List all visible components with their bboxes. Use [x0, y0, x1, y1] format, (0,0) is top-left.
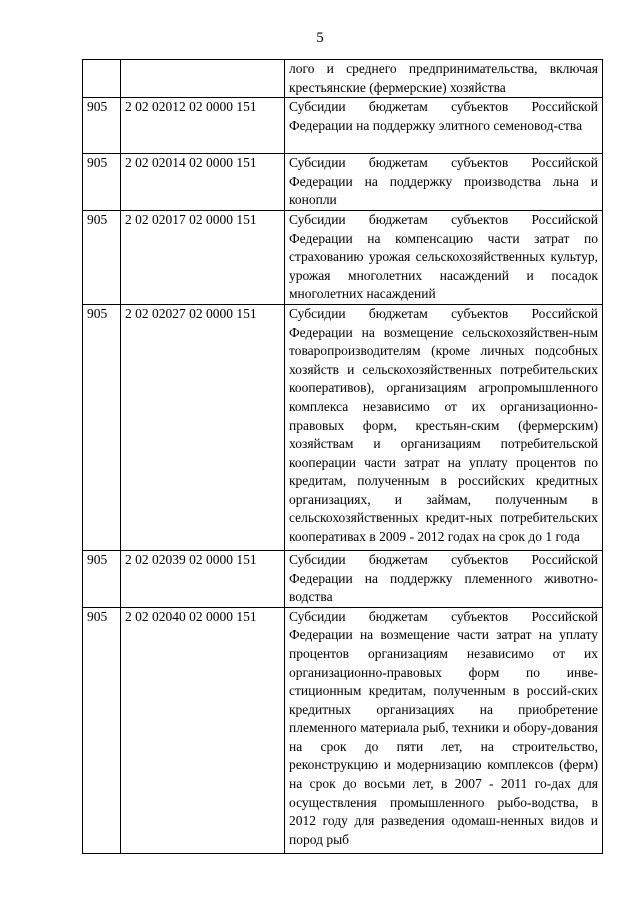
admin-code-cell: 905 — [83, 154, 121, 211]
table-row-continuation — [83, 60, 603, 98]
description-cell: Субсидии бюджетам субъектов Российской Федерации на компенсацию части затрат по страхованию урожая сельскохозяйственных культур, урожая многолетних насаждений и посадок многолетних насаждений — [285, 210, 603, 304]
admin-code-cell: 905 — [83, 304, 121, 550]
table-row — [83, 304, 603, 550]
kbk-code-cell: 2 02 02017 02 0000 151 — [121, 210, 285, 304]
description-cell: Субсидии бюджетам субъектов Российской Федерации на возмещение части затрат на уплату процентов организациям независимо от их организационно-правовых форм по инве-стиционным кредитам, полученным в россий-ских кредитных организациях на приобретение племенного материала рыб, техники и обору-дования на срок до пяти лет, на строительство, реконструкцию и модернизацию комплексов (ферм) на срок до восьми лет, в 2007 - 2011 го-дах для осуществления промышленного рыбо-водства, в 2012 году для разведения одомаш-ненных видов и пород рыб — [285, 607, 603, 853]
admin-code-cell: 905 — [83, 550, 121, 607]
table-row — [83, 210, 603, 304]
description-cell: Субсидии бюджетам субъектов Российской Федерации на поддержку племенного животно-водства — [285, 550, 603, 607]
kbk-code-cell: 2 02 02027 02 0000 151 — [121, 304, 285, 550]
kbk-code-cell — [121, 60, 285, 98]
admin-code-cell: 905 — [83, 607, 121, 853]
page-number: 5 — [316, 30, 324, 46]
description-cell: лого и среднего предпринимательства, включая крестьянские (фермерские) хозяйства — [285, 60, 603, 98]
kbk-code-cell: 2 02 02012 02 0000 151 — [121, 98, 285, 154]
admin-code-cell: 905 — [83, 210, 121, 304]
table-row — [83, 550, 603, 607]
description-cell: Субсидии бюджетам субъектов Российской Федерации на возмещение сельскохозяйствен-ным товаропроизводителям (кроме личных подсобных хозяйств и сельскохозяйственных потребительских кооперативов), организациям агропромышленного комплекса независимо от их организационно-правовых форм, крестьян-ским (фермерским) хозяйствам и организациям потребительской кооперации части затрат на уплату процентов по кредитам, полученным в российских кредитных организациях, и займам, полученным в сельскохозяйственных кредит-ных потребительских кооперативах в 2009 - 2012 годах на срок до 1 года — [285, 304, 603, 550]
kbk-code-cell: 2 02 02039 02 0000 151 — [121, 550, 285, 607]
description-cell: Субсидии бюджетам субъектов Российской Федерации на поддержку производства льна и конопли — [285, 154, 603, 211]
admin-code-cell: 905 — [83, 98, 121, 154]
table-row — [83, 607, 603, 853]
table-row — [83, 98, 603, 154]
kbk-code-cell: 2 02 02040 02 0000 151 — [121, 607, 285, 853]
budget-codes-table — [82, 59, 603, 854]
table-row — [83, 154, 603, 211]
kbk-code-cell: 2 02 02014 02 0000 151 — [121, 154, 285, 211]
description-cell: Субсидии бюджетам субъектов Российской Федерации на поддержку элитного семеновод-ства — [285, 98, 603, 154]
admin-code-cell — [83, 60, 121, 98]
